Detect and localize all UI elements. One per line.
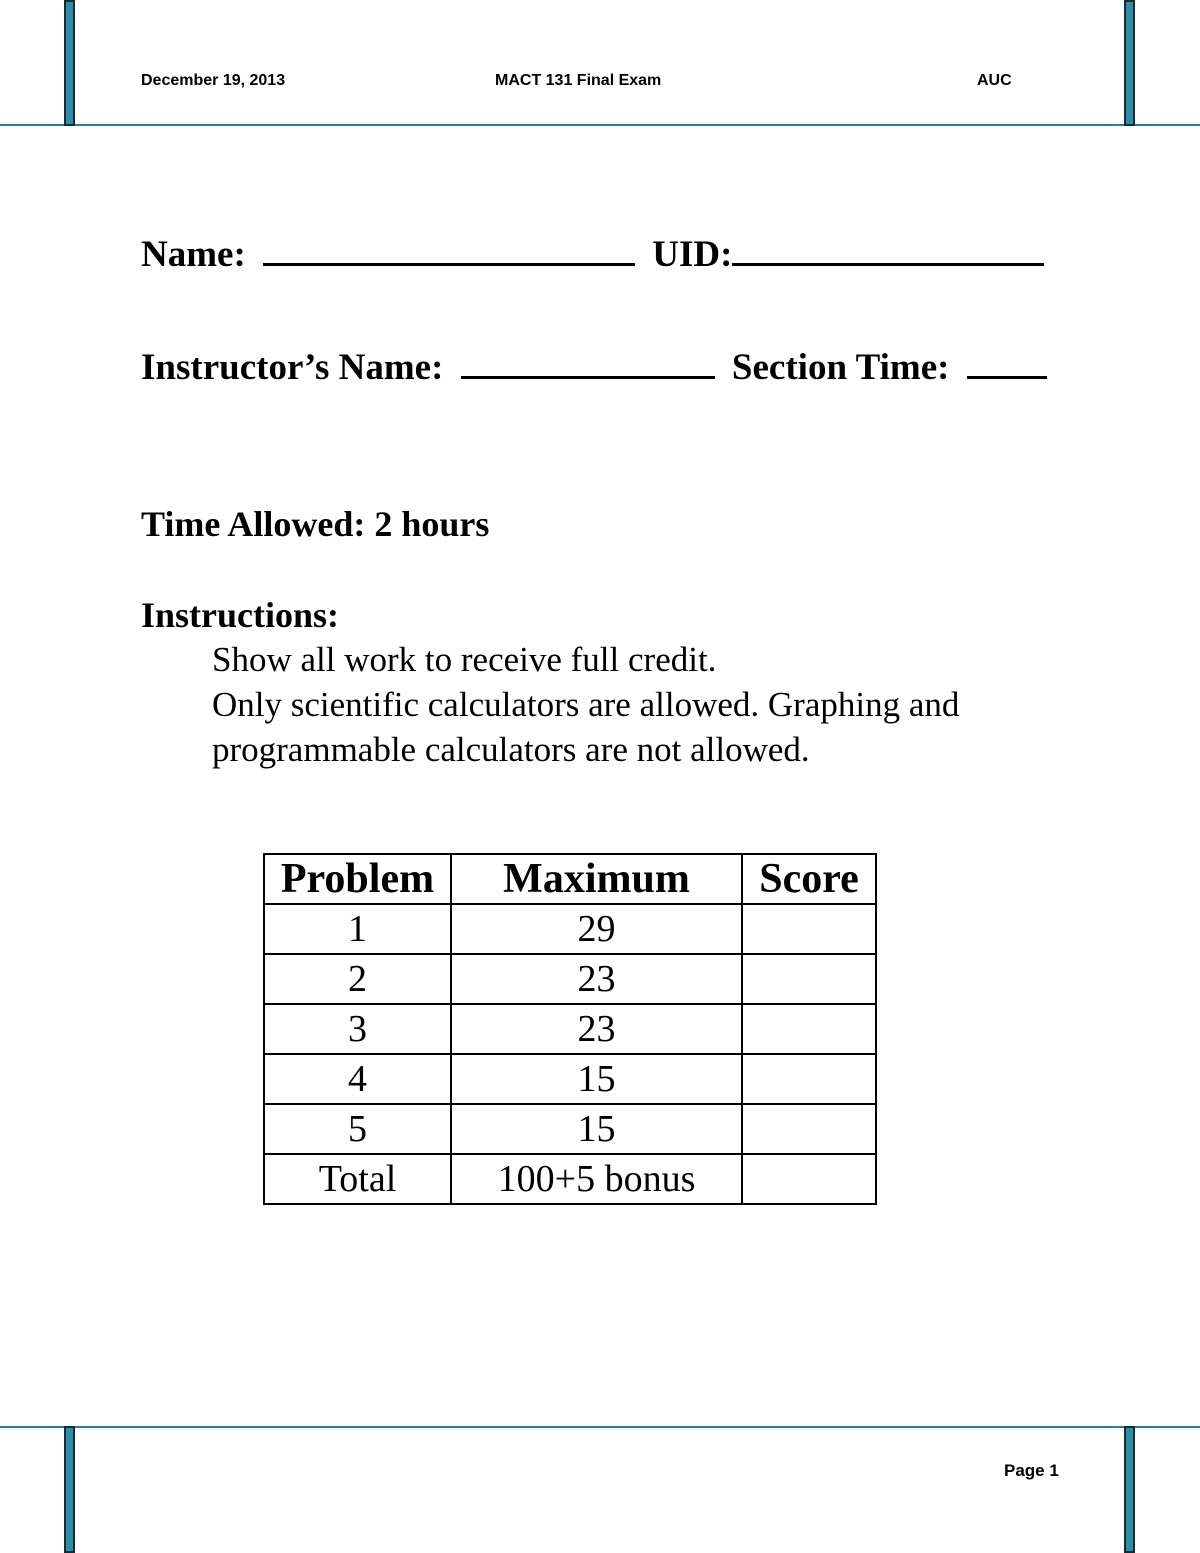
header-left-bar <box>64 0 75 126</box>
table-row <box>264 954 876 1004</box>
instructor-section-row <box>141 346 1047 389</box>
table-row <box>264 1054 876 1104</box>
maximum-cell: 23 <box>451 1004 742 1054</box>
instruction-line: programmable calculators are not allowed. <box>212 730 810 769</box>
maximum-cell: 15 <box>451 1104 742 1154</box>
time-allowed: Time Allowed: 2 hours <box>141 504 490 544</box>
problem-cell: 1 <box>264 904 451 954</box>
column-header-problem: Problem <box>264 854 451 904</box>
header-right-bar <box>1124 0 1135 126</box>
column-header-score: Score <box>742 854 876 904</box>
instructor-label: Instructor’s Name: <box>141 347 444 388</box>
uid-blank[interactable] <box>732 262 1044 266</box>
problem-cell: 2 <box>264 954 451 1004</box>
footer-right-bar <box>1124 1426 1135 1553</box>
instruction-line: Show all work to receive full credit. <box>212 640 717 679</box>
score-table <box>263 853 877 1205</box>
instructor-blank[interactable] <box>461 375 715 379</box>
instruction-line: Only scientific calculators are allowed. Graphing and <box>212 685 960 724</box>
table-header-row <box>264 854 876 904</box>
maximum-cell: 29 <box>451 904 742 954</box>
table-row <box>264 1004 876 1054</box>
score-cell[interactable] <box>742 1104 876 1154</box>
score-cell[interactable] <box>742 1004 876 1054</box>
score-cell[interactable] <box>742 904 876 954</box>
problem-cell: 3 <box>264 1004 451 1054</box>
section-blank[interactable] <box>967 375 1047 379</box>
header-institution: AUC <box>977 72 1012 89</box>
maximum-cell: 15 <box>451 1054 742 1104</box>
problem-cell: 5 <box>264 1104 451 1154</box>
table-row <box>264 1104 876 1154</box>
table-row-total <box>264 1154 876 1204</box>
name-uid-row <box>141 233 1044 276</box>
score-cell[interactable] <box>742 954 876 1004</box>
instructions-heading: Instructions: <box>141 595 340 635</box>
score-cell[interactable] <box>742 1054 876 1104</box>
total-label-cell: Total <box>264 1154 451 1204</box>
column-header-maximum: Maximum <box>451 854 742 904</box>
total-maximum-cell: 100+5 bonus <box>451 1154 742 1204</box>
table-row <box>264 904 876 954</box>
problem-cell: 4 <box>264 1054 451 1104</box>
header-date: December 19, 2013 <box>141 72 286 89</box>
footer-left-bar <box>64 1426 75 1553</box>
name-blank[interactable] <box>263 262 635 266</box>
maximum-cell: 23 <box>451 954 742 1004</box>
header-rule <box>0 124 1200 126</box>
page-number: Page 1 <box>1004 1461 1059 1480</box>
name-label: Name: <box>141 234 246 275</box>
header-title: MACT 131 Final Exam <box>495 72 662 89</box>
total-score-cell[interactable] <box>742 1154 876 1204</box>
section-label: Section Time: <box>731 347 950 388</box>
uid-label: UID: <box>652 234 733 275</box>
footer-rule <box>0 1426 1200 1428</box>
